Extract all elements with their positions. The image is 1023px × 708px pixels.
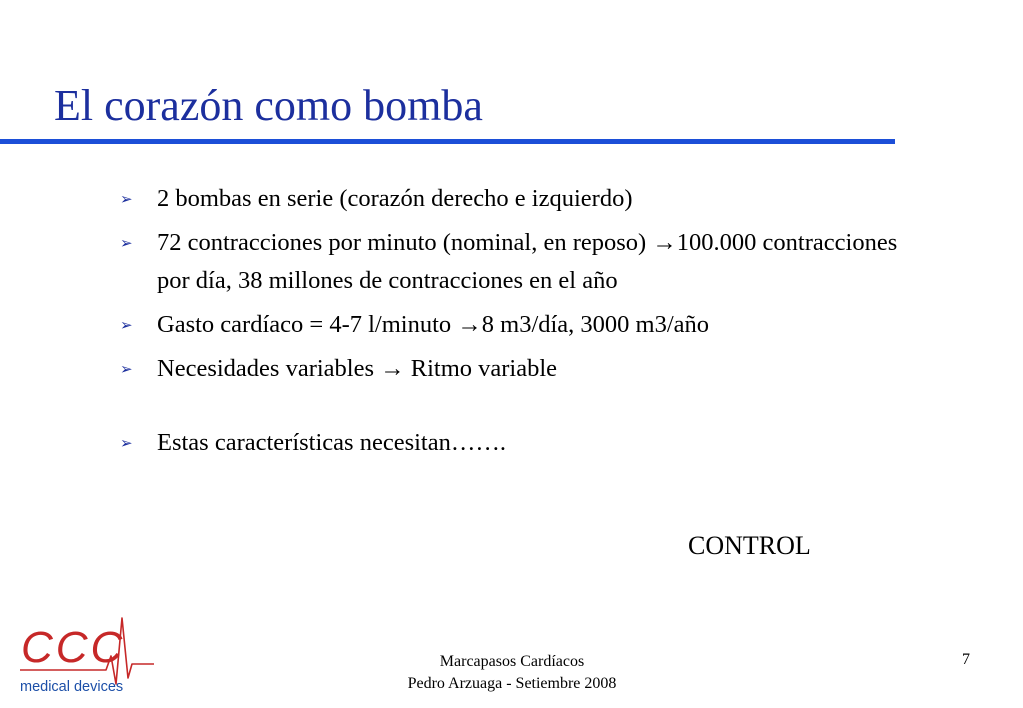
list-item: [120, 350, 920, 388]
title-underline: [0, 139, 895, 144]
arrowhead-bullet-icon: ➢: [120, 190, 133, 208]
bullet-text: 2 bombas en serie (corazón derecho e izquierdo): [157, 185, 633, 212]
footer-author: Pedro Arzuaga - Setiembre 2008: [407, 675, 617, 692]
footer: [362, 651, 662, 695]
list-item: [120, 180, 920, 218]
bullet-text: Gasto cardíaco = 4-7 l/minuto →8 m3/día, 3000 m3/año: [157, 311, 710, 338]
page-number: 7: [962, 651, 970, 668]
bullet-text: 72 contracciones por minuto (nominal, en reposo) →100.000 contracciones por día, 38 millones de contracciones en el año: [157, 229, 898, 294]
slide-title: El corazón como bomba: [54, 81, 483, 130]
logo-subtitle: medical devices: [20, 679, 124, 695]
arrowhead-bullet-icon: ➢: [120, 234, 133, 252]
arrowhead-bullet-icon: ➢: [120, 434, 133, 452]
control-emphasis: CONTROL: [688, 531, 811, 560]
bullet-list: [120, 180, 920, 468]
company-logo: [18, 612, 156, 698]
footer-title: Marcapasos Cardíacos: [439, 653, 585, 670]
bullet-text: Necesidades variables → Ritmo variable: [157, 355, 558, 382]
arrowhead-bullet-icon: ➢: [120, 360, 133, 378]
logo-text: CCC: [21, 623, 126, 672]
list-item: [120, 224, 920, 300]
arrowhead-bullet-icon: ➢: [120, 316, 133, 334]
list-item: [120, 306, 920, 344]
list-item: [120, 424, 920, 462]
bullet-text: Estas características necesitan…….: [157, 429, 506, 456]
